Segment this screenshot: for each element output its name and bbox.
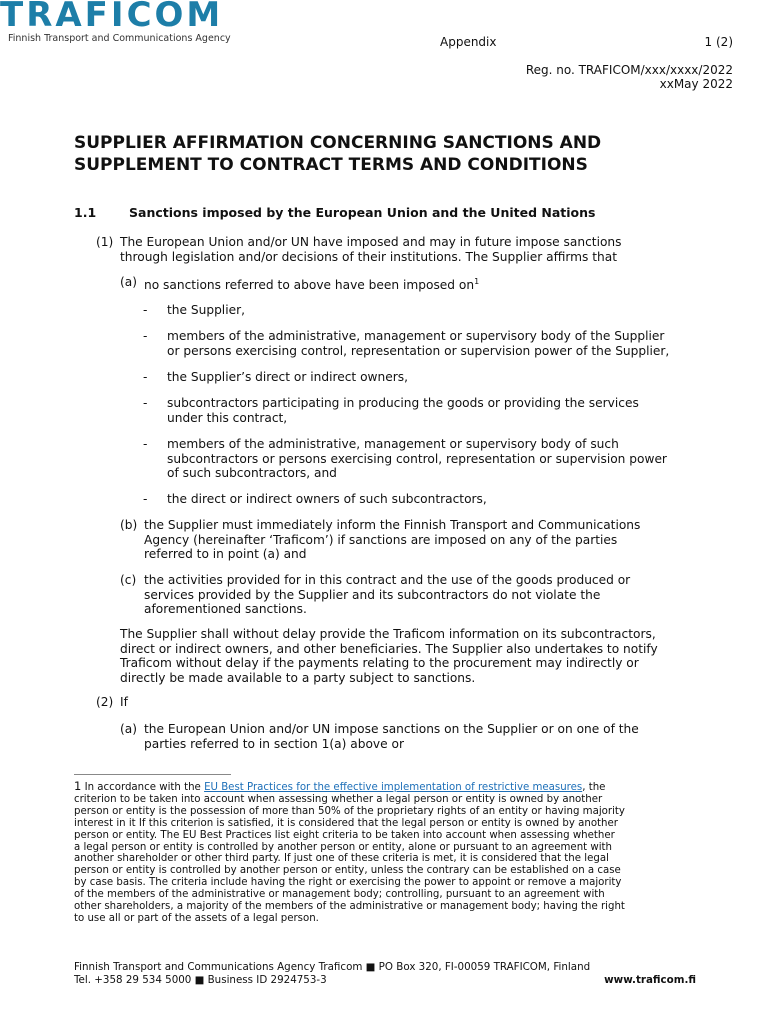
- footnote-divider: [74, 774, 231, 775]
- footnote-ref: 1: [474, 277, 480, 286]
- para-number: (1): [96, 235, 114, 249]
- reg-number: Reg. no. TRAFICOM/xxx/xxxx/2022: [525, 63, 733, 77]
- item-text: the European Union and/or UN impose sanctions on the Supplier or on one of the parties referred to in section 1(a) above or: [144, 722, 639, 751]
- page-number: 1 (2): [704, 35, 733, 49]
- item-label: (c): [120, 573, 137, 587]
- item-label: (a): [120, 722, 137, 736]
- bullet-dash: -: [143, 329, 148, 343]
- document-title: SUPPLIER AFFIRMATION CONCERNING SANCTIONS AND SUPPLEMENT TO CONTRACT TERMS AND CONDITIONS: [74, 133, 602, 175]
- bullet-item: the direct or indirect owners of such subcontractors,: [167, 492, 487, 506]
- bullet-item: members of the administrative, management or supervisory body of such subcontractors or persons exercising control, representation or supervision power of such subcontractors, and: [167, 437, 667, 480]
- bullet-dash: -: [143, 303, 148, 317]
- bullet-dash: -: [143, 370, 148, 384]
- para-number: (2): [96, 695, 114, 709]
- bullet-dash: -: [143, 492, 148, 506]
- bullet-dash: -: [143, 396, 148, 410]
- supplier-paragraph: The Supplier shall without delay provide the Traficom information on its subcontractors, direct or indirect owners, and other beneficiaries. The Supplier also undertakes to notify Traficom without delay if the payments relating to the procurement may indirectly or directly be made available to a party subject to sanctions.: [120, 627, 658, 685]
- item-label: (a): [120, 275, 137, 289]
- bullet-dash: -: [143, 437, 148, 451]
- bullet-item: the Supplier’s direct or indirect owners,: [167, 370, 408, 384]
- section-number: 1.1: [74, 205, 97, 220]
- eu-best-practices-link[interactable]: EU Best Practices for the effective implementation of restrictive measures: [204, 782, 583, 793]
- item-text: no sanctions referred to above have been imposed $on^1$: [144, 277, 480, 293]
- footnote: 1 In accordance with the EU Best Practices for the effective implementation of restrictive measures, the criterion to be taken into account when assessing whether a legal person or entity is owned by another person or entity is the possession of more than 50% of the proprietary rights of an entity or having majority interest in it If this criterion is satisfied, it is considered that the legal person or entity is owned by another person or entity. The EU Best Practices list eight criteria to be taken into account when assessing whether a legal person or entity is controlled by another person or entity, alone or pursuant to an agreement with another shareholder or other third party. If just one of these criteria is met, it is considered that the legal person or entity is controlled by another person or entity, unless the contrary can be established on a case by case basis. The criteria include having the right or exercising the power to appoint or remove a majority of the members of the administrative or management body; controlling, pursuant to an agreement with other shareholders, a majority of the members of the administrative or management body; having the right to use all or part of the assets of a legal person.: [74, 779, 625, 924]
- bullet-item: members of the administrative, management or supervisory body of the Supplier or persons exercising control, representation or supervision power of the Supplier,: [167, 329, 670, 358]
- agency-name: Finnish Transport and Communications Agency: [8, 33, 231, 44]
- footer-website[interactable]: www.traficom.fi: [604, 974, 696, 986]
- document-date: xxMay 2022: [659, 77, 733, 91]
- footer-contact: Tel. +358 29 534 5000 ■ Business ID 2924753-3: [74, 974, 327, 986]
- bullet-item: the Supplier,: [167, 303, 245, 317]
- para-text: The European Union and/or UN have imposed and may in future impose sanctions through legislation and/or decisions of their institutions. The Supplier affirms that: [120, 235, 622, 264]
- footer-address: Finnish Transport and Communications Agency Traficom ■ PO Box 320, FI-00059 TRAFICOM, Finland: [74, 961, 591, 973]
- appendix-label: Appendix: [440, 35, 497, 49]
- section-heading: Sanctions imposed by the European Union and the United Nations: [129, 205, 596, 220]
- item-text: the Supplier must immediately inform the Finnish Transport and Communications Agency (hereinafter ‘Traficom’) if sanctions are imposed on any of the parties referred to in point (a) and: [144, 518, 641, 561]
- item-text: the activities provided for in this contract and the use of the goods produced or services provided by the Supplier and its subcontractors do not violate the aforementioned sanctions.: [144, 573, 631, 616]
- para-text: If: [120, 695, 128, 709]
- item-label: (b): [120, 518, 138, 532]
- traficom-logo: TRAFICOM: [0, 0, 224, 35]
- bullet-item: subcontractors participating in producing the goods or providing the services under this contract,: [167, 396, 639, 425]
